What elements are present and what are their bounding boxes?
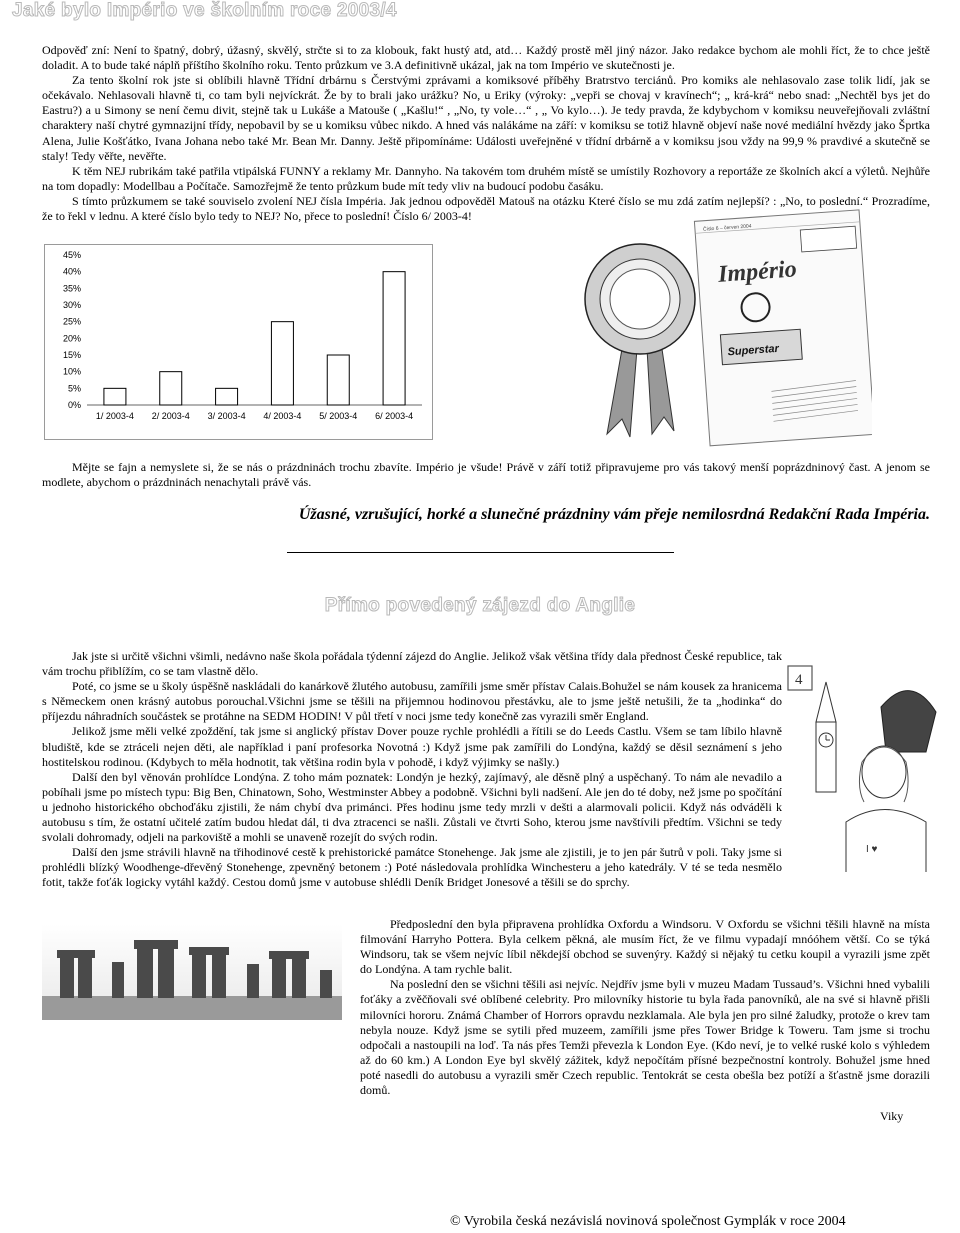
x-tick-label: 1/ 2003-4 [95, 411, 134, 421]
section-title-império: Jaké bylo Império ve školním roce 2003/4 [12, 0, 397, 21]
stonehenge-photo [42, 924, 342, 1020]
farewell-slogan: Úžasné, vzrušující, horké a slunečné prázdniny vám přeje nemilosrdná Redakční Rada Impéria. [298, 506, 930, 523]
intro-paragraph: S tímto průzkumem se také souviselo zvolení NEJ čísla Impéria. Jak jednou odpověděl Matouš na otázku Které číslo se mu zdá zatím nejlepší? : „No, to poslední.“ Prozradíme, že to řekl v lednu. A které číslo bylo tedy to NEJ? No, přece to poslední! Číslo 6/ 2003-4! [42, 193, 930, 224]
intro-paragraph: Odpověď zní: Není to špatný, dobrý, úžasný, skvělý, strčte si to za klobouk, fakt hustý atd, atd… Každý prostě měl jiný názor. Jako redakce bychom ale mohli říct, že to chce ještě doladit. A to bude také náplň příštího školního roku. Tento průzkum ve 3.A definitivně ukázal, jak na tom Império ve skutečnosti je. [42, 43, 930, 73]
y-tick-label: 35% [62, 283, 81, 294]
bar [271, 322, 293, 405]
article-paragraph: Jak jste si určitě všichni všimli, nedávno naše škola pořádala týdenní zájezd do Anglie. Jelikož však většina třídy dala přednost České republice, tak vám trochu přiblížím, co se tam vlastně dělo. [42, 649, 782, 679]
london-illustration [786, 662, 944, 872]
x-tick-label: 6/ 2003-4 [375, 411, 414, 421]
closing-paragraph: Mějte se fajn a nemyslete si, že se nás o prázdninách trochu zbavíte. Império je všude! Právě v září totiž připravujeme pro vás takový menší poprázdninový čast. A jenom se modlete, abychom o prázdninách nenachytali právě vás. [42, 460, 930, 490]
y-tick-label: 25% [62, 316, 81, 327]
y-tick-label: 40% [62, 266, 81, 277]
section-title-anglie: Přímo povedený zájezd do Anglie [324, 595, 636, 616]
article-paragraph: Další den byl věnován prohlídce Londýna. Z toho mám poznatek: Londýn je hezký, zajímavý, ale děsně plný a uspěchaný. To nám ale nevadilo a pobíhali jsme po místech typu: Big Ben, Chinatown, Soho, Westminster Abbey a podobně. Všichni byli nadšení. Ale jen do té doby, než jsme po spočítání u jednoho historického obchoďáku zjistili, že nám chybí dva primánci. Přes hodinu jsme tedy mrzli v dešti a alarmovali policii. Když nás odváděli k autobusu s tím, že ostatní učitelé zatím budou hledat dál, ti dva ztracenci se našli. Zůstali ve čtvrti Soho, kterou jsme navštívili předtím. Všichni se tedy svolali dohromady, odjeli na parkoviště a mohli se unaveně rozejít do svých rodin. [42, 769, 782, 845]
y-tick-label: 45% [62, 250, 81, 260]
guard-hat-icon [881, 691, 936, 752]
chart-canvas [45, 245, 432, 439]
y-tick-label: 20% [62, 333, 81, 344]
girl-figure-icon [846, 746, 926, 872]
copyright-footer: © Vyrobila česká nezávislá novinová společnost Gymplák v roce 2004 [450, 1214, 846, 1229]
svg-text:I ♥: I ♥ [866, 844, 878, 855]
x-tick-label: 5/ 2003-4 [319, 411, 358, 421]
article-paragraph: Předposlední den byla připravena prohlídka Oxfordu a Windsoru. V Oxfordu se všichni těšili hlavně na místa filmování Harryho Pottera. Byla celkem pěkná, ale musím říct, že ve filmu vypadají mnóóhem větší. Co se týká Windsoru, tak se všem nejvíc líbil někdejší obchod se suvenýry. Každý si nějaký tu cetku koupil a vyrazili jsme zpět do Londýna. A tam rychle balit. [360, 917, 930, 977]
magazine-cover-image [552, 209, 872, 451]
x-tick-label: 2/ 2003-4 [151, 411, 190, 421]
intro-paragraph: K těm NEJ rubrikám také patřila vtipálská FUNNY a reklamy Mr. Dannyho. Na takovém tom druhém místě se umístily Rozhovory a reportáže ze školních akcí a výletů. Nejhůře na tom dopadly: Modellbau a Počítače. Samozřejmě že tento průzkum bude mít tedy vliv na budoucí podobu časáku. [42, 163, 930, 193]
bar [104, 388, 126, 405]
y-tick-label: 10% [62, 366, 81, 377]
section-divider [287, 552, 674, 553]
y-tick-label: 5% [67, 383, 81, 394]
rosette-icon [585, 244, 695, 437]
x-tick-label: 4/ 2003-4 [263, 411, 302, 421]
cover-masthead: Império [717, 256, 798, 288]
article-paragraph: Poté, co jsme se u školy úspěšně naskládali do kanárkově žlutého autobusu, zamířili jsme směr přístav Calais.Bohužel se nám kousek za hranicema s Německem onen krásný autobus porouchal.Všichni jsme se těšili na přijemnou hodinovou přestávku, ale to jsme ještě netušili, že ta „hodinka“ do příjezdu náhradních součástek se protáhne na SEDM HODIN! V půl třetí v noci jsme tedy konečně zas vyrazili směr England. [42, 679, 782, 724]
page-number: 4 [795, 672, 803, 688]
bar [383, 272, 405, 405]
cover-issue-text: Číslo 6 – červen 2004 [702, 223, 752, 233]
article-paragraph: Další den jsme strávili hlavně na třihodinové cestě k prehistorické památce Stonehenge. Jak jsme ale zjistili, je to jen pár šutrů v poli. Taky jsme si prohlédli blízký Woodhenge-dřevěný Stonehenge, zpevněný betonem :) Poté následovala prohlídka Winchesteru a jeho katedrály. V té se teda nesmělo fotit, takže foťák logicky vytáhl každý. Cestou domů jsme v autobuse shlédli Deník Bridget Jonesové a těšili se do sprchy. [42, 845, 782, 890]
author-signature: Viky [880, 1109, 904, 1123]
bar [160, 372, 182, 405]
y-tick-label: 15% [62, 350, 81, 360]
bar [216, 388, 238, 405]
cover-superstar-label: Superstar [727, 342, 780, 359]
article-paragraph: Jelikož jsme měli velké zpoždění, tak jsme si anglický přístav Dover pouze rychle prohlédli a řítili se do Leeds Castlu. Všem se tam líbilo hlavně bludiště, kde se ztráceli nejen děti, ale například i paní profesorka Novotná :) Když jsme pak zamířili do Londýna, každý se děsil seznámení s jeho hostitelskou rodinou. (Kdybych to měla hodnotit, tak většina rodin byla v pohodě, i když výjimky se našly.) [42, 724, 782, 769]
intro-paragraph: Za tento školní rok jste si oblíbili hlavně Třídní drbárnu s Čerstvými zprávami a komiksové příběhy Bratrstvo terciánů. Pro komiks ale nehlasovalo zase tolik lidí, jak se očekávalo. Nehlasovali hlavně ti, co tam byli nejvíckrát. Že by to brali jako urážku? No, u Eriky (výroky: „vepři se chovaj v kravínech“; „ krá-krá“ nebo snad: „Nechtěl bys jet do Eastru?) a u Simony se není čemu divit, stejně tak u Lukáše a Matouše ( „Kašlu!“ , „No, ty vole…“ , „ Vo kylo…). Je tedy pravda, že kdybychom v komiksu neuveřejňovali zvláštní charaktery naší chytré gymnazijní třídy, nepobavil by se u komiksu vůbec nikdo. A hned vás nalákáme na září: v komiksu se totiž hlavně objeví naše nové mediální hvězdy jako Šprtka Alena, Julie Košťátko, Ivana Johana nebo také Mr. Bean Mr. Danny. Ještě připomínáme: Události uveřejněné v třídní drbárně a v komiksu jsou vždy na 99,9 % pravdivé a skutečně se staly! Tedy věřte, nevěřte. [42, 73, 930, 163]
article-text-bottom [360, 917, 930, 1098]
y-tick-label: 0% [67, 400, 81, 410]
y-tick-label: 30% [62, 300, 81, 310]
big-ben-icon [816, 682, 836, 792]
survey-bar-chart [44, 244, 433, 440]
closing-text [42, 460, 930, 490]
intro-text [42, 43, 930, 224]
article-paragraph: Na poslední den se všichni těšili asi nejvíc. Nejdřív jsme byli v muzeu Madam Tussaud’s. Všichni hned vybalili foťáky a zvěčňovali své oblíbené celebrity. Pro milovníky historie tu byla řada panovníků, ale na své si hlavně přišli milovníci hororu. Známá Chamber of Horrors opravdu nezklamala. Ale byla jen pro silné žaludky, protože o krev tam nebyla nouze. Když jsme se sytili před muzeem, zamířili jsme přes Tower Bridge k Toweru. Tam jsme si trochu odpočali a nastoupili na loď. Ta nás přes Temži převezla k London Eye. (Kdo neví, je to velké ruské kolo s výhledem až do 60 km.) A London Eye byl skvělý zážitek, když nepočítám přísné bezpečnostní kontroly. Bohužel jsme hned poté nasedli do autobusu a vyrazili směr Czech republic. Tentokrát se cesta obešla bez potíží a šťastně jsme dorazili domů. [360, 977, 930, 1098]
x-tick-label: 3/ 2003-4 [207, 411, 246, 421]
bar [327, 355, 349, 405]
